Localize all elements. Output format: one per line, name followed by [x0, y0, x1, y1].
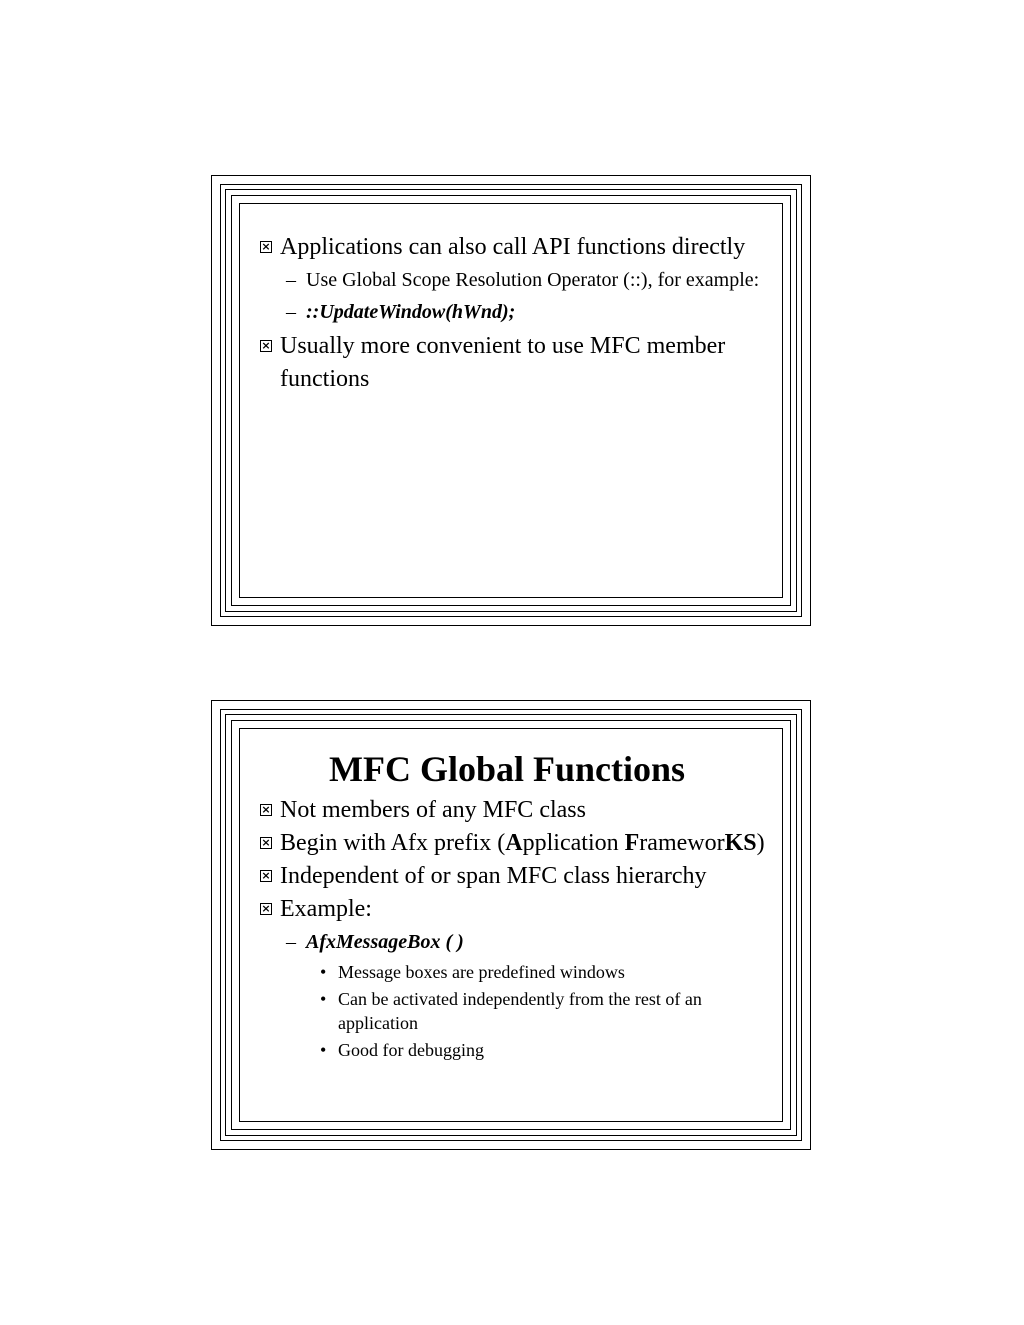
list-item-text: Can be activated independently from the rest of an application [338, 989, 702, 1033]
text-part-bold: A [505, 830, 523, 856]
list-item-text: Message boxes are predefined windows [338, 962, 625, 982]
dash-icon: – [286, 931, 296, 953]
checkbox-x-icon [260, 870, 272, 882]
list-item [258, 1038, 770, 1062]
list-item-text: Not members of any MFC class [280, 797, 586, 823]
list-item [258, 987, 770, 1035]
text-part-bold: F [624, 830, 640, 856]
text-part: wor [687, 830, 725, 856]
list-item-text: Applications can also call API functions directly [280, 234, 746, 260]
slide-content [258, 231, 770, 396]
text-part-bold: KS [724, 830, 757, 856]
checkbox-x-icon [260, 903, 272, 915]
list-item [258, 960, 770, 984]
text-part: pplication [522, 830, 625, 856]
list-item [258, 330, 770, 396]
list-item [258, 298, 770, 326]
list-item-text: Good for debugging [338, 1040, 484, 1060]
list-item [258, 827, 770, 860]
list-item [258, 794, 770, 827]
slide-1 [211, 175, 811, 626]
slide-content [258, 748, 770, 1065]
slide-title: MFC Global Functions [328, 749, 686, 789]
checkbox-x-icon [260, 241, 272, 253]
dash-icon: – [286, 301, 296, 323]
list-item-text: Use Global Scope Resolution Operator (::), for example: [306, 269, 760, 291]
list-item-text: Usually more convenient to use MFC member functions [280, 333, 726, 392]
list-item [258, 860, 770, 893]
list-item [258, 231, 770, 264]
checkbox-x-icon [260, 837, 272, 849]
checkbox-x-icon [260, 804, 272, 816]
slide-2 [211, 700, 811, 1150]
list-item-text: Independent of or span MFC class hierarchy [280, 863, 707, 889]
dot-icon: • [320, 989, 327, 1009]
dot-icon: • [320, 962, 327, 982]
list-item-text [280, 830, 765, 856]
list-item-text: Example: [280, 896, 372, 922]
text-part: rame [639, 830, 688, 856]
list-item [258, 266, 770, 294]
list-item [258, 928, 770, 956]
code-text: AfxMessageBox ( ) [306, 931, 464, 953]
code-text: ::UpdateWindow(hWnd); [306, 301, 516, 323]
dash-icon: – [286, 269, 296, 291]
text-part: Begin with Afx prefix ( [280, 830, 506, 856]
dot-icon: • [320, 1040, 327, 1060]
checkbox-x-icon [260, 340, 272, 352]
text-part: ) [756, 830, 765, 856]
list-item [258, 893, 770, 926]
